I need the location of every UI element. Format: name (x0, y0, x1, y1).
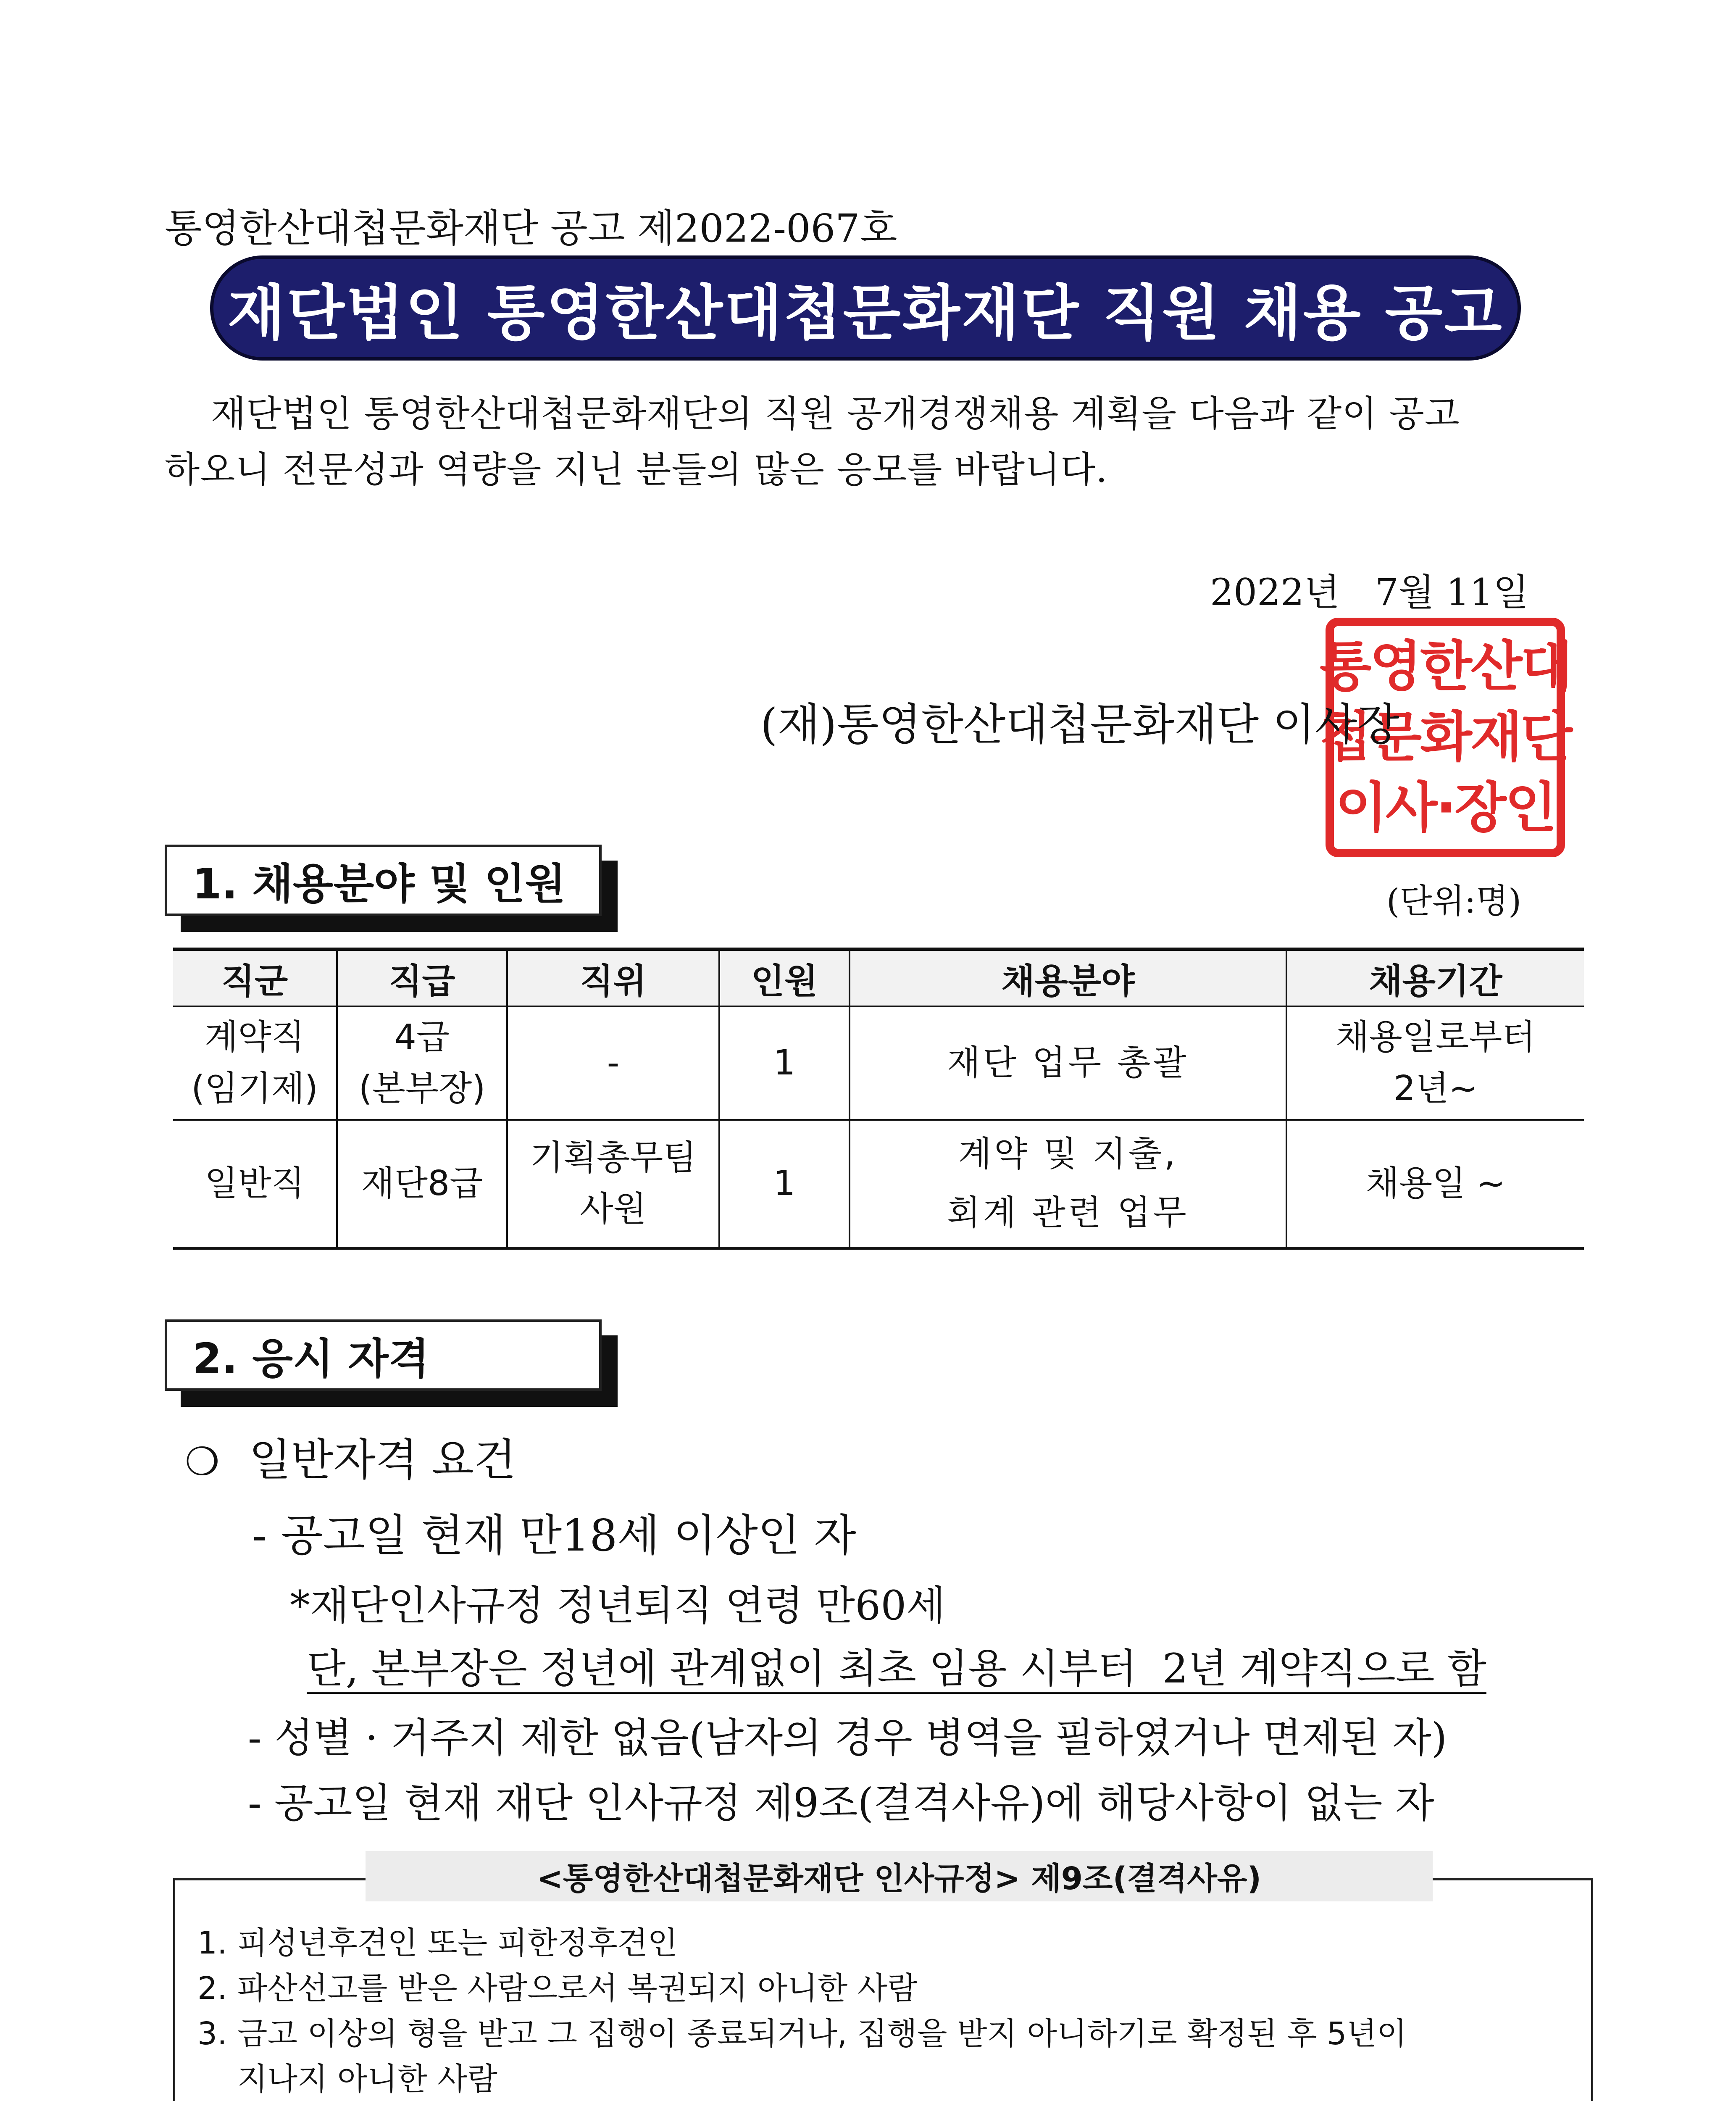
cell-line: 4급 (394, 1017, 450, 1057)
seal-line-3: 이사·장인 (1335, 777, 1555, 839)
general-qualification-title: 일반자격 요건 (249, 1434, 516, 1485)
circle-bullet-icon: ❍ (185, 1439, 220, 1484)
page-title: 재단법인 통영한산대첩문화재단 직원 채용 공고 (227, 279, 1504, 348)
table-cell-position (507, 1120, 719, 1248)
section-1-heading-text: 1. 채용분야 및 인원 (192, 859, 566, 908)
table-cell-group (173, 1006, 337, 1120)
table-cell-period (1286, 1120, 1584, 1248)
table-header-row (173, 949, 1584, 1006)
regulation-list (197, 1920, 1580, 2101)
list-item (197, 1966, 1580, 2011)
intro-line-1: 재단법인 통영한산대첩문화재단의 직원 공개경쟁채용 계획을 다음과 같이 공고 (211, 393, 1460, 435)
cell-line: 사원 (580, 1189, 647, 1229)
table-cell-group (173, 1120, 337, 1248)
qualification-note: *재단인사규정 정년퇴직 연령 만60세 (290, 1582, 946, 1629)
table-cell-count: 1 (719, 1120, 850, 1248)
qualification-item: - 공고일 현재 만18세 이상인 자 (252, 1510, 856, 1561)
cell-line: 재단8급 (361, 1164, 483, 1203)
table-header: 직급 (337, 949, 507, 1006)
table-row (173, 1120, 1584, 1248)
list-item-text: 금고 이상의 형을 받고 그 집행이 종료되거나, 집행을 받지 아니하기로 확정된 후 5년이 (237, 2016, 1407, 2052)
intro-line-2: 하오니 전문성과 역량을 지닌 분들의 많은 응모를 바랍니다. (165, 449, 1108, 491)
table-header: 직위 (507, 949, 719, 1006)
notice-date: 2022년 7월 11일 (1210, 571, 1529, 614)
cell-line: (임기제) (191, 1069, 318, 1108)
general-qualification-heading (185, 1424, 516, 1488)
cell-line: 채용일로부터 (1336, 1017, 1536, 1057)
cell-line: 2년~ (1393, 1069, 1478, 1108)
qualification-item: - 공고일 현재 재단 인사규정 제9조(결격사유)에 해당사항이 없는 자 (248, 1780, 1434, 1827)
list-item-number: 3. (197, 2016, 227, 2052)
cell-line: 회계 관련 업무 (947, 1193, 1189, 1233)
section-2-heading-text: 2. 응시 자격 (192, 1334, 429, 1383)
list-item-number: 1. (197, 1925, 227, 1961)
cell-line: - (607, 1043, 620, 1083)
cell-line: 계약직 (205, 1017, 305, 1057)
hiring-table (173, 948, 1584, 1250)
table-cell-grade (337, 1120, 507, 1248)
qualification-condition: 단, 본부장은 정년에 관계없이 최초 임용 시부터 2년 계약직으로 함 (307, 1645, 1486, 1692)
table-cell-position (507, 1006, 719, 1120)
regulation-title: <통영한산대첩문화재단 인사규정> 제9조(결격사유) (366, 1851, 1433, 1901)
cell-line: 채용일 ~ (1365, 1164, 1506, 1203)
list-item-text: 지나지 아니한 사람 (237, 2061, 497, 2097)
table-cell-field (850, 1006, 1286, 1120)
section-1-heading (165, 845, 602, 916)
title-banner (210, 255, 1521, 361)
list-item-number: 2. (197, 1970, 227, 2006)
table-header: 직군 (173, 949, 337, 1006)
list-item (197, 1920, 1580, 1966)
table-cell-count: 1 (719, 1006, 850, 1120)
cell-line: 재단 업무 총괄 (947, 1043, 1189, 1083)
section-2-heading (165, 1319, 602, 1391)
table-cell-grade (337, 1006, 507, 1120)
notice-number: 통영한산대첩문화재단 공고 제2022-067호 (165, 206, 897, 251)
seal-line-2: 첩문화재단 (1319, 706, 1571, 769)
table-row (173, 1006, 1584, 1120)
qualification-item: - 성별 · 거주지 제한 없음(남자의 경우 병역을 필하였거나 면제된 자) (248, 1714, 1447, 1761)
cell-line: 일반직 (205, 1164, 305, 1203)
table-cell-period (1286, 1006, 1584, 1120)
table-cell-field (850, 1120, 1286, 1248)
cell-line: 기획총무팀 (530, 1138, 697, 1178)
list-item (197, 2011, 1580, 2101)
list-item-text: 피성년후견인 또는 피한정후견인 (237, 1925, 678, 1961)
table-header: 채용기간 (1286, 949, 1584, 1006)
unit-label: (단위:명) (1386, 882, 1522, 921)
seal-line-1: 통영한산대 (1319, 635, 1571, 698)
table-header: 채용분야 (850, 949, 1286, 1006)
cell-line: 계약 및 지출, (958, 1134, 1178, 1174)
table-header: 인원 (719, 949, 850, 1006)
cell-line: (본부장) (358, 1069, 486, 1108)
signature: (재)통영한산대첩문화재단 이사장 (760, 699, 1399, 750)
list-item-text: 파산선고를 받은 사람으로서 복권되지 아니한 사람 (237, 1970, 918, 2006)
